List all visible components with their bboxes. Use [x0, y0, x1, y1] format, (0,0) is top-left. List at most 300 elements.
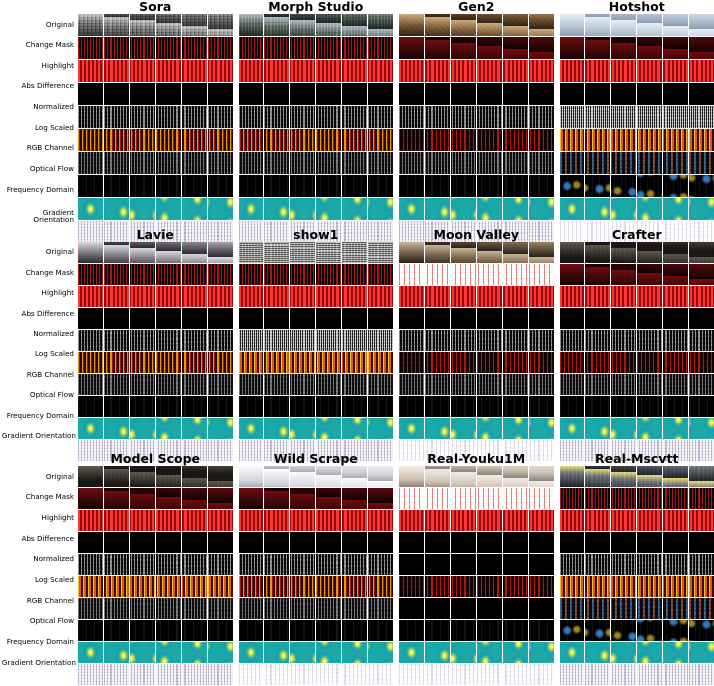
frame-thumbnail [503, 642, 528, 663]
strip-original [78, 466, 233, 487]
column-title: show1 [239, 228, 394, 242]
frame-thumbnail [477, 488, 502, 509]
frame-thumbnail [130, 642, 155, 663]
frame-thumbnail [130, 83, 155, 105]
frame-thumbnail [104, 488, 129, 509]
frame-thumbnail [290, 488, 315, 509]
frame-thumbnail [182, 60, 207, 82]
frame-thumbnail [316, 352, 341, 373]
frame-thumbnail [239, 330, 264, 351]
frame-thumbnail [637, 642, 662, 663]
strip-frequency-domain [239, 418, 394, 439]
frame-thumbnail [689, 330, 714, 351]
frame-thumbnail [316, 106, 341, 128]
frame-thumbnail [130, 60, 155, 82]
frame-thumbnail [78, 286, 103, 307]
frame-thumbnail [425, 264, 450, 285]
frame-thumbnail [104, 418, 129, 439]
row-label-abs-difference: Abs Difference [0, 528, 78, 549]
frame-thumbnail [451, 83, 476, 105]
frame-thumbnail [689, 37, 714, 59]
frame-thumbnail [560, 242, 585, 263]
frame-thumbnail [104, 14, 129, 36]
frame-thumbnail [208, 60, 233, 82]
frame-thumbnail [239, 242, 264, 263]
frame-thumbnail [239, 175, 264, 197]
strip-original [399, 466, 554, 487]
strip-highlight [399, 286, 554, 307]
frame-thumbnail [611, 198, 636, 220]
frame-thumbnail [239, 374, 264, 395]
row-label-abs-difference: Abs Difference [0, 303, 78, 323]
frame-thumbnail [585, 37, 610, 59]
row-label-change-mask: Change Mask [0, 262, 78, 282]
frame-thumbnail [560, 554, 585, 575]
frame-thumbnail [611, 374, 636, 395]
column-title: Sora [78, 0, 233, 14]
strip-rgb-channel [560, 152, 714, 174]
frame-thumbnail [342, 152, 367, 174]
frame-thumbnail [689, 198, 714, 220]
frame-thumbnail [611, 576, 636, 597]
strip-highlight [239, 60, 394, 82]
column-title: Crafter [560, 228, 714, 242]
frame-thumbnail [130, 396, 155, 417]
frame-thumbnail [130, 510, 155, 531]
frame-thumbnail [182, 532, 207, 553]
frame-thumbnail [585, 374, 610, 395]
frame-thumbnail [689, 576, 714, 597]
frame-thumbnail [477, 308, 502, 329]
frame-thumbnail [208, 198, 233, 220]
row-label-optical-flow: Optical Flow [0, 385, 78, 405]
strip-gradient-orientation [239, 664, 394, 685]
frame-thumbnail [156, 175, 181, 197]
frame-thumbnail [399, 152, 424, 174]
row-label-log-scaled: Log Scaled [0, 570, 78, 591]
frame-thumbnail [560, 510, 585, 531]
frame-thumbnail [529, 175, 554, 197]
frame-thumbnail [451, 576, 476, 597]
frame-thumbnail [182, 152, 207, 174]
frame-thumbnail [104, 242, 129, 263]
frame-thumbnail [368, 352, 393, 373]
frame-thumbnail [689, 510, 714, 531]
frame-thumbnail [264, 554, 289, 575]
frame-thumbnail [208, 620, 233, 641]
frame-thumbnail [104, 374, 129, 395]
frame-thumbnail [451, 598, 476, 619]
frame-thumbnail [529, 466, 554, 487]
frame-thumbnail [342, 308, 367, 329]
frame-thumbnail [477, 642, 502, 663]
frame-thumbnail [239, 466, 264, 487]
frame-thumbnail [399, 576, 424, 597]
strip-highlight [399, 510, 554, 531]
frame-thumbnail [529, 576, 554, 597]
frame-thumbnail [368, 286, 393, 307]
strip-stack [239, 242, 394, 462]
frame-thumbnail [130, 152, 155, 174]
frame-thumbnail [425, 242, 450, 263]
frame-thumbnail [208, 576, 233, 597]
frame-thumbnail [208, 330, 233, 351]
frame-thumbnail [529, 286, 554, 307]
frame-thumbnail [342, 466, 367, 487]
strip-abs-difference [560, 308, 714, 329]
frame-thumbnail [477, 60, 502, 82]
frame-thumbnail [239, 14, 264, 36]
frame-thumbnail [182, 598, 207, 619]
column-title: Hotshot [560, 0, 714, 14]
frame-thumbnail [663, 129, 688, 151]
frame-thumbnail [477, 129, 502, 151]
frame-thumbnail [342, 198, 367, 220]
frame-thumbnail [425, 576, 450, 597]
frame-thumbnail [130, 286, 155, 307]
model-column-hotshot [560, 0, 714, 224]
frame-thumbnail [264, 198, 289, 220]
frame-thumbnail [425, 352, 450, 373]
frame-thumbnail [425, 14, 450, 36]
row-label-gradient-orientation [0, 200, 78, 224]
frame-thumbnail [239, 286, 264, 307]
frame-thumbnail [104, 510, 129, 531]
frame-thumbnail [611, 510, 636, 531]
frame-thumbnail [689, 620, 714, 641]
frame-thumbnail [689, 374, 714, 395]
frame-thumbnail [611, 83, 636, 105]
frame-thumbnail [399, 330, 424, 351]
frame-thumbnail [637, 83, 662, 105]
frame-thumbnail [368, 129, 393, 151]
frame-thumbnail [503, 308, 528, 329]
frame-thumbnail [689, 286, 714, 307]
strip-log-scaled [560, 352, 714, 373]
frame-thumbnail [425, 554, 450, 575]
frame-thumbnail [611, 532, 636, 553]
frame-thumbnail [560, 175, 585, 197]
frame-thumbnail [78, 642, 103, 663]
frame-thumbnail [104, 330, 129, 351]
frame-thumbnail [78, 352, 103, 373]
strip-abs-difference [560, 532, 714, 553]
strip-abs-difference [399, 83, 554, 105]
frame-thumbnail [503, 352, 528, 373]
frame-thumbnail [264, 152, 289, 174]
frame-thumbnail [368, 308, 393, 329]
frame-thumbnail [342, 396, 367, 417]
frame-thumbnail [425, 330, 450, 351]
frame-thumbnail [425, 418, 450, 439]
frame-thumbnail [611, 554, 636, 575]
frame-thumbnail [368, 576, 393, 597]
frame-thumbnail [264, 466, 289, 487]
frame-thumbnail [316, 374, 341, 395]
frame-thumbnail [425, 466, 450, 487]
frame-thumbnail [689, 264, 714, 285]
strip-frequency-domain [239, 198, 394, 220]
frame-thumbnail [529, 598, 554, 619]
frame-thumbnail [451, 554, 476, 575]
strip-stack [560, 466, 714, 686]
frame-thumbnail [689, 129, 714, 151]
frame-thumbnail [585, 554, 610, 575]
row-label-optical-flow: Optical Flow [0, 611, 78, 632]
frame-thumbnail [264, 106, 289, 128]
frame-thumbnail [425, 620, 450, 641]
frame-thumbnail [611, 37, 636, 59]
frame-thumbnail [130, 664, 155, 685]
strip-change-mask [78, 264, 233, 285]
frame-thumbnail [342, 576, 367, 597]
frame-thumbnail [425, 198, 450, 220]
frame-thumbnail [156, 374, 181, 395]
frame-thumbnail [130, 418, 155, 439]
frame-thumbnail [451, 418, 476, 439]
frame-thumbnail [663, 175, 688, 197]
frame-thumbnail [611, 330, 636, 351]
frame-thumbnail [503, 418, 528, 439]
frame-thumbnail [316, 510, 341, 531]
frame-thumbnail [529, 14, 554, 36]
column-title: Lavie [78, 228, 233, 242]
frame-thumbnail [368, 598, 393, 619]
strip-log-scaled [78, 129, 233, 151]
frame-thumbnail [503, 83, 528, 105]
frame-thumbnail [425, 532, 450, 553]
frame-thumbnail [78, 374, 103, 395]
frame-thumbnail [239, 418, 264, 439]
frame-thumbnail [529, 664, 554, 685]
frame-thumbnail [689, 466, 714, 487]
frame-thumbnail [316, 152, 341, 174]
frame-thumbnail [156, 198, 181, 220]
frame-thumbnail [560, 576, 585, 597]
frame-thumbnail [585, 60, 610, 82]
model-column-morph-studio [239, 0, 394, 224]
frame-thumbnail [399, 664, 424, 685]
frame-thumbnail [663, 37, 688, 59]
frame-thumbnail [290, 286, 315, 307]
frame-thumbnail [477, 14, 502, 36]
frame-thumbnail [663, 396, 688, 417]
frame-thumbnail [316, 418, 341, 439]
frame-thumbnail [637, 418, 662, 439]
frame-thumbnail [529, 60, 554, 82]
strip-normalized [239, 554, 394, 575]
strip-optical-flow [78, 396, 233, 417]
frame-thumbnail [264, 352, 289, 373]
frame-thumbnail [316, 576, 341, 597]
frame-thumbnail [130, 488, 155, 509]
frame-thumbnail [585, 418, 610, 439]
frame-thumbnail [585, 14, 610, 36]
frame-thumbnail [529, 352, 554, 373]
frame-thumbnail [182, 510, 207, 531]
strip-abs-difference [239, 83, 394, 105]
frame-thumbnail [316, 286, 341, 307]
frame-thumbnail [104, 642, 129, 663]
frame-thumbnail [425, 396, 450, 417]
frame-thumbnail [104, 466, 129, 487]
frame-thumbnail [399, 598, 424, 619]
frame-thumbnail [637, 396, 662, 417]
frame-thumbnail [477, 576, 502, 597]
frame-thumbnail [104, 175, 129, 197]
row-label-log-scaled: Log Scaled [0, 117, 78, 138]
frame-thumbnail [477, 598, 502, 619]
frame-thumbnail [451, 352, 476, 373]
frame-thumbnail [104, 198, 129, 220]
frame-thumbnail [399, 106, 424, 128]
frame-thumbnail [637, 14, 662, 36]
frame-thumbnail [208, 396, 233, 417]
strip-stack [560, 242, 714, 462]
frame-thumbnail [611, 175, 636, 197]
frame-thumbnail [239, 106, 264, 128]
strip-highlight [560, 510, 714, 531]
strip-change-mask [560, 37, 714, 59]
strip-abs-difference [560, 83, 714, 105]
frame-thumbnail [399, 642, 424, 663]
frame-thumbnail [477, 620, 502, 641]
frame-thumbnail [560, 418, 585, 439]
frame-thumbnail [477, 330, 502, 351]
frame-thumbnail [637, 175, 662, 197]
frame-thumbnail [208, 106, 233, 128]
frame-thumbnail [477, 175, 502, 197]
frame-thumbnail [130, 598, 155, 619]
frame-thumbnail [182, 352, 207, 373]
strip-normalized [78, 106, 233, 128]
row-label-normalized: Normalized [0, 97, 78, 118]
frame-thumbnail [316, 37, 341, 59]
column-title: Real-Youku1M [399, 452, 554, 466]
strip-frequency-domain [560, 642, 714, 663]
frame-thumbnail [503, 598, 528, 619]
frame-thumbnail [425, 129, 450, 151]
frame-thumbnail [399, 83, 424, 105]
frame-thumbnail [451, 198, 476, 220]
frame-thumbnail [290, 352, 315, 373]
frame-thumbnail [104, 129, 129, 151]
frame-thumbnail [425, 598, 450, 619]
frame-thumbnail [503, 129, 528, 151]
strip-frequency-domain [78, 418, 233, 439]
strip-stack [78, 14, 233, 244]
strip-optical-flow [239, 620, 394, 641]
frame-thumbnail [637, 308, 662, 329]
frame-thumbnail [316, 466, 341, 487]
frame-thumbnail [560, 352, 585, 373]
frame-thumbnail [342, 242, 367, 263]
frame-thumbnail [477, 198, 502, 220]
frame-thumbnail [78, 83, 103, 105]
row-label-highlight: Highlight [0, 283, 78, 303]
frame-thumbnail [208, 510, 233, 531]
frame-thumbnail [637, 532, 662, 553]
frame-thumbnail [342, 330, 367, 351]
frame-thumbnail [264, 308, 289, 329]
frame-thumbnail [503, 198, 528, 220]
frame-thumbnail [611, 466, 636, 487]
frame-thumbnail [239, 664, 264, 685]
frame-thumbnail [316, 129, 341, 151]
frame-thumbnail [637, 198, 662, 220]
frame-thumbnail [611, 598, 636, 619]
frame-thumbnail [156, 576, 181, 597]
frame-thumbnail [316, 83, 341, 105]
model-column-model-scope [78, 452, 233, 673]
frame-thumbnail [529, 106, 554, 128]
frame-thumbnail [611, 488, 636, 509]
frame-thumbnail [78, 532, 103, 553]
strip-optical-flow [78, 620, 233, 641]
frame-thumbnail [368, 37, 393, 59]
frame-thumbnail [611, 396, 636, 417]
row-label-normalized: Normalized [0, 324, 78, 344]
frame-thumbnail [585, 576, 610, 597]
frame-thumbnail [264, 242, 289, 263]
frame-thumbnail [663, 554, 688, 575]
frame-thumbnail [611, 664, 636, 685]
frame-thumbnail [182, 396, 207, 417]
model-column-gen2 [399, 0, 554, 224]
frame-thumbnail [368, 664, 393, 685]
frame-thumbnail [451, 532, 476, 553]
row-label-highlight: Highlight [0, 55, 78, 76]
strip-original [78, 14, 233, 36]
frame-thumbnail [663, 83, 688, 105]
frame-thumbnail [689, 554, 714, 575]
frame-thumbnail [316, 598, 341, 619]
frame-thumbnail [663, 664, 688, 685]
strip-gradient-orientation [78, 664, 233, 685]
strip-optical-flow [239, 396, 394, 417]
frame-thumbnail [342, 264, 367, 285]
frame-thumbnail [637, 598, 662, 619]
frame-thumbnail [182, 308, 207, 329]
strip-frequency-domain [560, 418, 714, 439]
frame-thumbnail [585, 152, 610, 174]
frame-thumbnail [368, 374, 393, 395]
frame-thumbnail [290, 308, 315, 329]
frame-thumbnail [130, 37, 155, 59]
row-label-change-mask: Change Mask [0, 35, 78, 56]
frame-thumbnail [78, 152, 103, 174]
frame-thumbnail [560, 396, 585, 417]
row-label-rgb-channel: RGB Channel [0, 590, 78, 611]
frame-thumbnail [290, 510, 315, 531]
frame-thumbnail [503, 466, 528, 487]
frame-thumbnail [104, 554, 129, 575]
frame-thumbnail [689, 60, 714, 82]
strip-frequency-domain [399, 198, 554, 220]
frame-thumbnail [182, 198, 207, 220]
frame-thumbnail [451, 396, 476, 417]
frame-thumbnail [611, 60, 636, 82]
frame-thumbnail [477, 83, 502, 105]
strip-grid-1 [78, 0, 714, 224]
frame-thumbnail [78, 37, 103, 59]
strip-normalized [239, 106, 394, 128]
frame-thumbnail [130, 129, 155, 151]
strip-normalized [399, 106, 554, 128]
frame-thumbnail [368, 198, 393, 220]
frame-thumbnail [689, 352, 714, 373]
row-label-column-1 [0, 0, 78, 224]
